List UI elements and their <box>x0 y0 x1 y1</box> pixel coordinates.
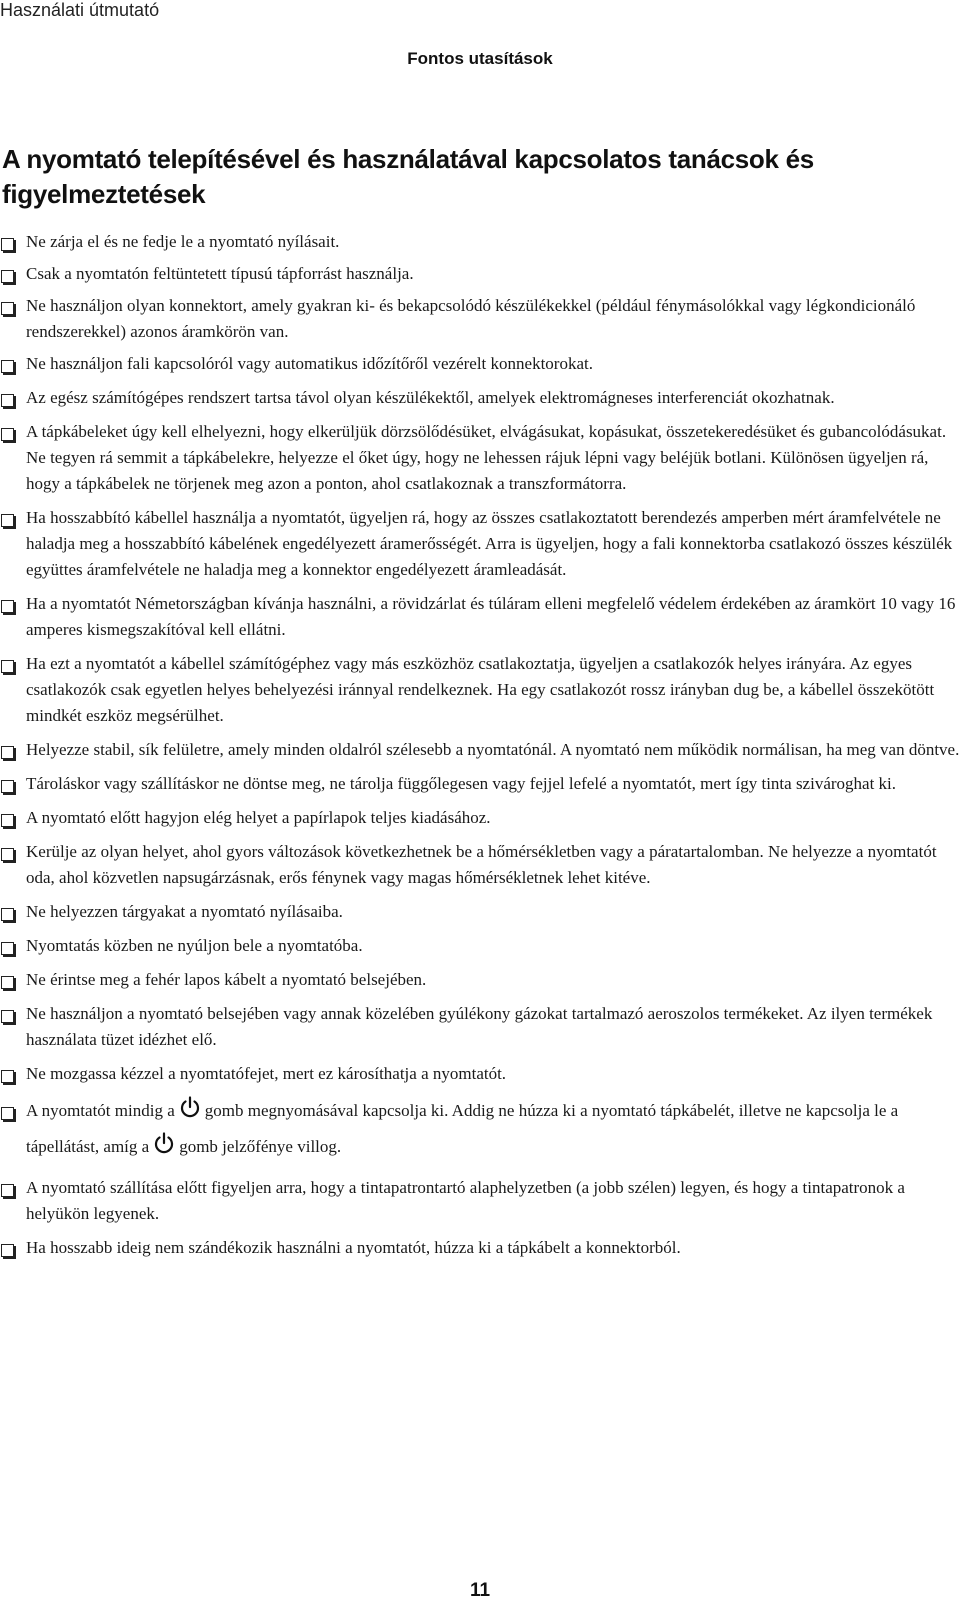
checkbox-bullet-icon <box>1 746 14 759</box>
checkbox-bullet-icon <box>1 780 14 793</box>
checkbox-bullet-icon <box>1 1107 14 1120</box>
list-item-text: gomb jelzőfénye villog. <box>179 1137 342 1156</box>
checkbox-bullet-icon <box>1 238 14 251</box>
list-item <box>0 1235 960 1261</box>
list-item-text: Ne használjon fali kapcsolóról vagy automatikus időzítőről vezérelt konnektorokat. <box>26 354 593 373</box>
list-item <box>0 771 960 797</box>
list-item-text: Tároláskor vagy szállításkor ne döntse meg, ne tárolja függőlegesen vagy fejjel lefelé a nyomtatót, mert így tinta szivároghat ki. <box>26 774 897 793</box>
checkbox-bullet-icon <box>1 600 14 613</box>
power-icon <box>179 1096 201 1131</box>
list-item <box>0 967 960 993</box>
list-item <box>0 293 960 345</box>
list-item-text: Ha ezt a nyomtatót a kábellel számítógéphez vagy más eszközhöz csatlakoztatja, ügyeljen a csatlakozók helyes irányára. Az egyes csatlakozók csak egyetlen helyes behelyezési iránnyal rendelkeznek. Ha egy csatlakozót rossz irányban dug be, a kábellel összekötött mindkét eszköz megsérülhet. <box>26 654 935 725</box>
list-item-text: Ne zárja el és ne fedje le a nyomtató nyílásait. <box>26 232 340 251</box>
list-item-text: Az egész számítógépes rendszert tartsa távol olyan készülékektől, amelyek elektromágneses interferenciát okozhatnak. <box>26 388 835 407</box>
checkbox-bullet-icon <box>1 660 14 673</box>
checkbox-bullet-icon <box>1 428 14 441</box>
checkbox-bullet-icon <box>1 514 14 527</box>
list-item-power <box>0 1095 960 1167</box>
page-number: 11 <box>469 1580 491 1601</box>
list-item-text: Kerülje az olyan helyet, ahol gyors változások következhetnek be a hőmérsékletben vagy a páratartalomban. Ne helyezze a nyomtatót oda, ahol közvetlen napsugárzásnak, erős fénynek vagy magas hőmérsékletnek lehet kitéve. <box>26 842 937 887</box>
list-item-text: A nyomtató előtt hagyjon elég helyet a papírlapok teljes kiadásához. <box>26 808 491 827</box>
list-item <box>0 505 960 583</box>
list-item-text: Ne érintse meg a fehér lapos kábelt a nyomtató belsejében. <box>26 970 427 989</box>
document-header-title: Használati útmutató <box>0 0 160 20</box>
list-item <box>0 651 960 729</box>
list-item <box>0 839 960 891</box>
checkbox-bullet-icon <box>1 976 14 989</box>
list-item-text: Helyezze stabil, sík felületre, amely minden oldalról szélesebb a nyomtatónál. A nyomtató nem működik normálisan, ha meg van döntve. <box>26 740 960 759</box>
list-item <box>0 1175 960 1227</box>
list-item <box>0 805 960 831</box>
checkbox-bullet-icon <box>1 394 14 407</box>
list-item <box>0 351 960 377</box>
list-item-text: Nyomtatás közben ne nyúljon bele a nyomtatóba. <box>26 936 363 955</box>
checkbox-bullet-icon <box>1 302 14 315</box>
checkbox-bullet-icon <box>1 1070 14 1083</box>
list-item-text: Ha hosszabb ideig nem szándékozik használni a nyomtatót, húzza ki a tápkábelt a konnektorból. <box>26 1238 681 1257</box>
checkbox-bullet-icon <box>1 1184 14 1197</box>
list-item <box>0 419 960 497</box>
list-item <box>0 591 960 643</box>
checkbox-bullet-icon <box>1 1010 14 1023</box>
checkbox-bullet-icon <box>1 848 14 861</box>
list-item-text: A nyomtatót mindig a <box>26 1101 175 1120</box>
list-item <box>0 1001 960 1053</box>
list-item <box>0 933 960 959</box>
checkbox-bullet-icon <box>1 942 14 955</box>
list-item-text: A nyomtató szállítása előtt figyeljen arra, hogy a tintapatrontartó alaphelyzetben (a jobb szélen) legyen, és hogy a tintapatronok a helyükön legyenek. <box>26 1178 905 1223</box>
list-item-text: Ha hosszabbító kábellel használja a nyomtatót, ügyeljen rá, hogy az összes csatlakoztatott berendezés amperben mért áramfelvétele ne haladja meg a hosszabbító kábelének engedélyezett áramerősségét. Arra is ügyeljen, hogy a fali konnektorba csatlakozó összes készülék együttes áramfelvétele ne haladja meg a konnektor engedélyezett áramleadását. <box>26 508 953 579</box>
list-item <box>0 229 960 255</box>
checkbox-bullet-icon <box>1 908 14 921</box>
list-item-text: Ne használjon olyan konnektort, amely gyakran ki- és bekapcsolódó készülékekkel (például fénymásolókkal vagy légkondicionáló rendszerekkel) azonos áramkörön van. <box>26 296 916 341</box>
list-item <box>0 1061 960 1087</box>
list-item <box>0 261 960 287</box>
list-item-text: Csak a nyomtatón feltüntetett típusú tápforrást használja. <box>26 264 414 283</box>
checkbox-bullet-icon <box>1 1244 14 1257</box>
power-icon <box>153 1132 175 1167</box>
section-title: Fontos utasítások <box>407 49 553 68</box>
list-item <box>0 899 960 925</box>
checkbox-bullet-icon <box>1 814 14 827</box>
list-item-text: A tápkábeleket úgy kell elhelyezni, hogy elkerüljük dörzsölődésüket, elvágásukat, kopásukat, összetekeredésüket és gubancolódásukat. Ne tegyen rá semmit a tápkábelekre, helyezze el őket úgy, hogy ne lehessen rájuk lépni vagy beléjük botlani. Különösen ügyeljen rá, hogy a tápkábelek ne törjenek meg azon a ponton, ahol csatlakoznak a transzformátorra. <box>26 422 947 493</box>
checkbox-bullet-icon <box>1 270 14 283</box>
main-heading: A nyomtató telepítésével és használatával kapcsolatos tanácsok és figyelmeztetések <box>2 144 814 209</box>
list-item-text: Ha a nyomtatót Németországban kívánja használni, a rövidzárlat és túláram elleni megfelelő védelem érdekében az áramkört 10 vagy 16 amperes kismegszakítóval kell ellátni. <box>26 594 956 639</box>
list-item <box>0 385 960 411</box>
list-item <box>0 737 960 763</box>
list-item-text: Ne használjon a nyomtató belsejében vagy annak közelében gyúlékony gázokat tartalmazó aeroszolos termékeket. Az ilyen termékek használata tüzet idézhet elő. <box>26 1004 933 1049</box>
instruction-list <box>0 229 960 1269</box>
checkbox-bullet-icon <box>1 360 14 373</box>
list-item-text: gomb megnyomásával kapcsolja ki. Addig ne húzza ki a nyomtató tápkábelét, illetve ne kapcsolja le a tápellátást, amíg a <box>26 1101 899 1156</box>
list-item-text: Ne helyezzen tárgyakat a nyomtató nyílásaiba. <box>26 902 343 921</box>
list-item-text: Ne mozgassa kézzel a nyomtatófejet, mert ez károsíthatja a nyomtatót. <box>26 1064 507 1083</box>
